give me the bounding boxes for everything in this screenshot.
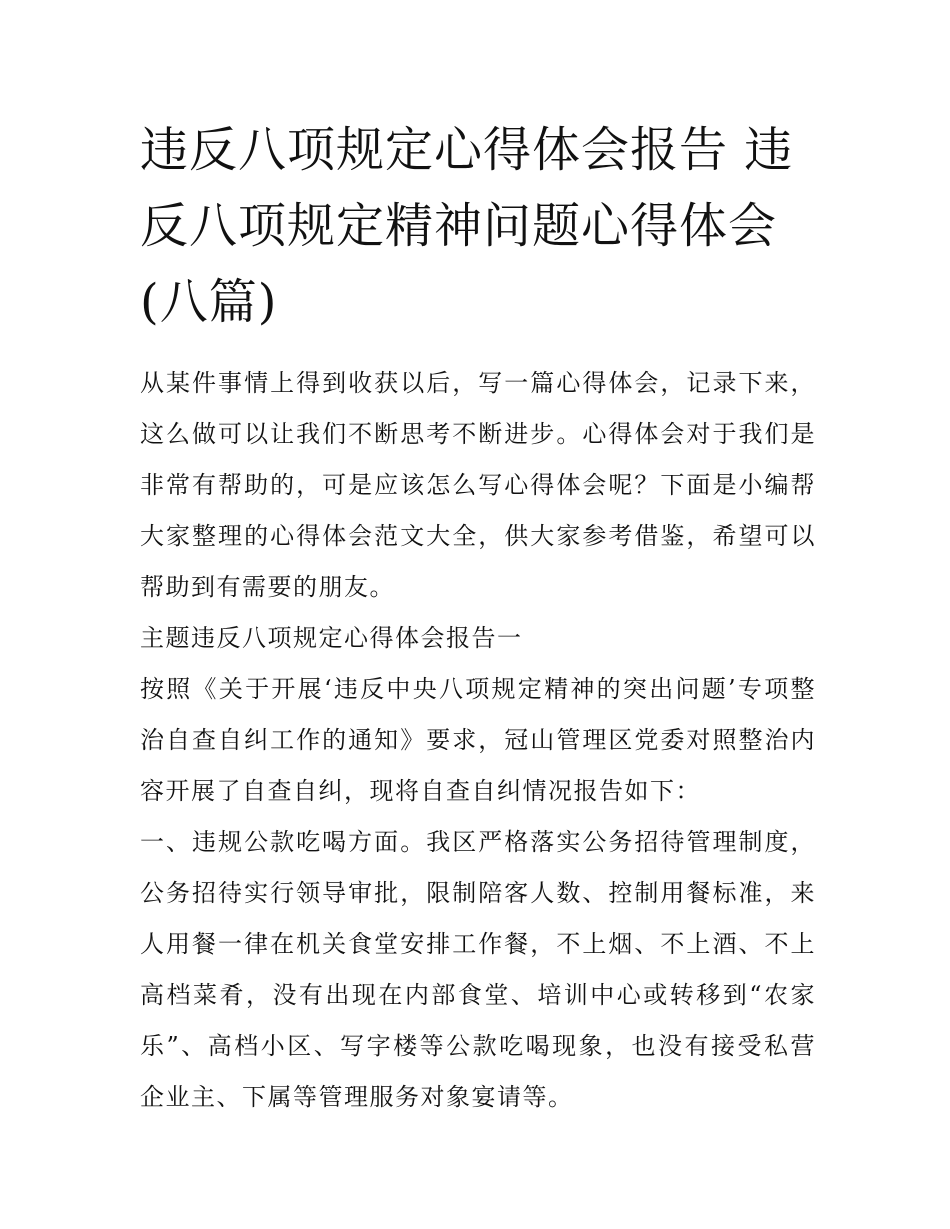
item-one-paragraph: 一、违规公款吃喝方面。我区严格落实公务招待管理制度，公务招待实行领导审批，限制陪客人数、控制用餐标准，来人用餐一律在机关食堂安排工作餐，不上烟、不上酒、不上高档菜肴，没有出现在内部食堂、培训中心或转移到“农家乐”、高档小区、写字楼等公款吃喝现象，也没有接受私营企业主、下属等管理服务对象宴请等。 <box>140 828 816 1111</box>
document-content <box>140 112 816 1123</box>
document-title: 违反八项规定心得体会报告 违反八项规定精神问题心得体会(八篇) <box>140 122 794 330</box>
intro-paragraph: 从某件事情上得到收获以后，写一篇心得体会，记录下来，这么做可以让我们不断思考不断进步。心得体会对于我们是非常有帮助的，可是应该怎么写心得体会呢？下面是小编帮大家整理的心得体会范文大全，供大家参考借鉴，希望可以帮助到有需要的朋友。 <box>140 369 816 601</box>
section-heading: 主题违反八项规定心得体会报告一 <box>140 624 523 652</box>
document-body <box>140 358 816 1123</box>
notice-paragraph: 按照《关于开展‘违反中央八项规定精神的突出问题’专项整治自查自纠工作的通知》要求，冠山管理区党委对照整治内容开展了自查自纠，现将自查自纠情况报告如下： <box>140 675 816 805</box>
